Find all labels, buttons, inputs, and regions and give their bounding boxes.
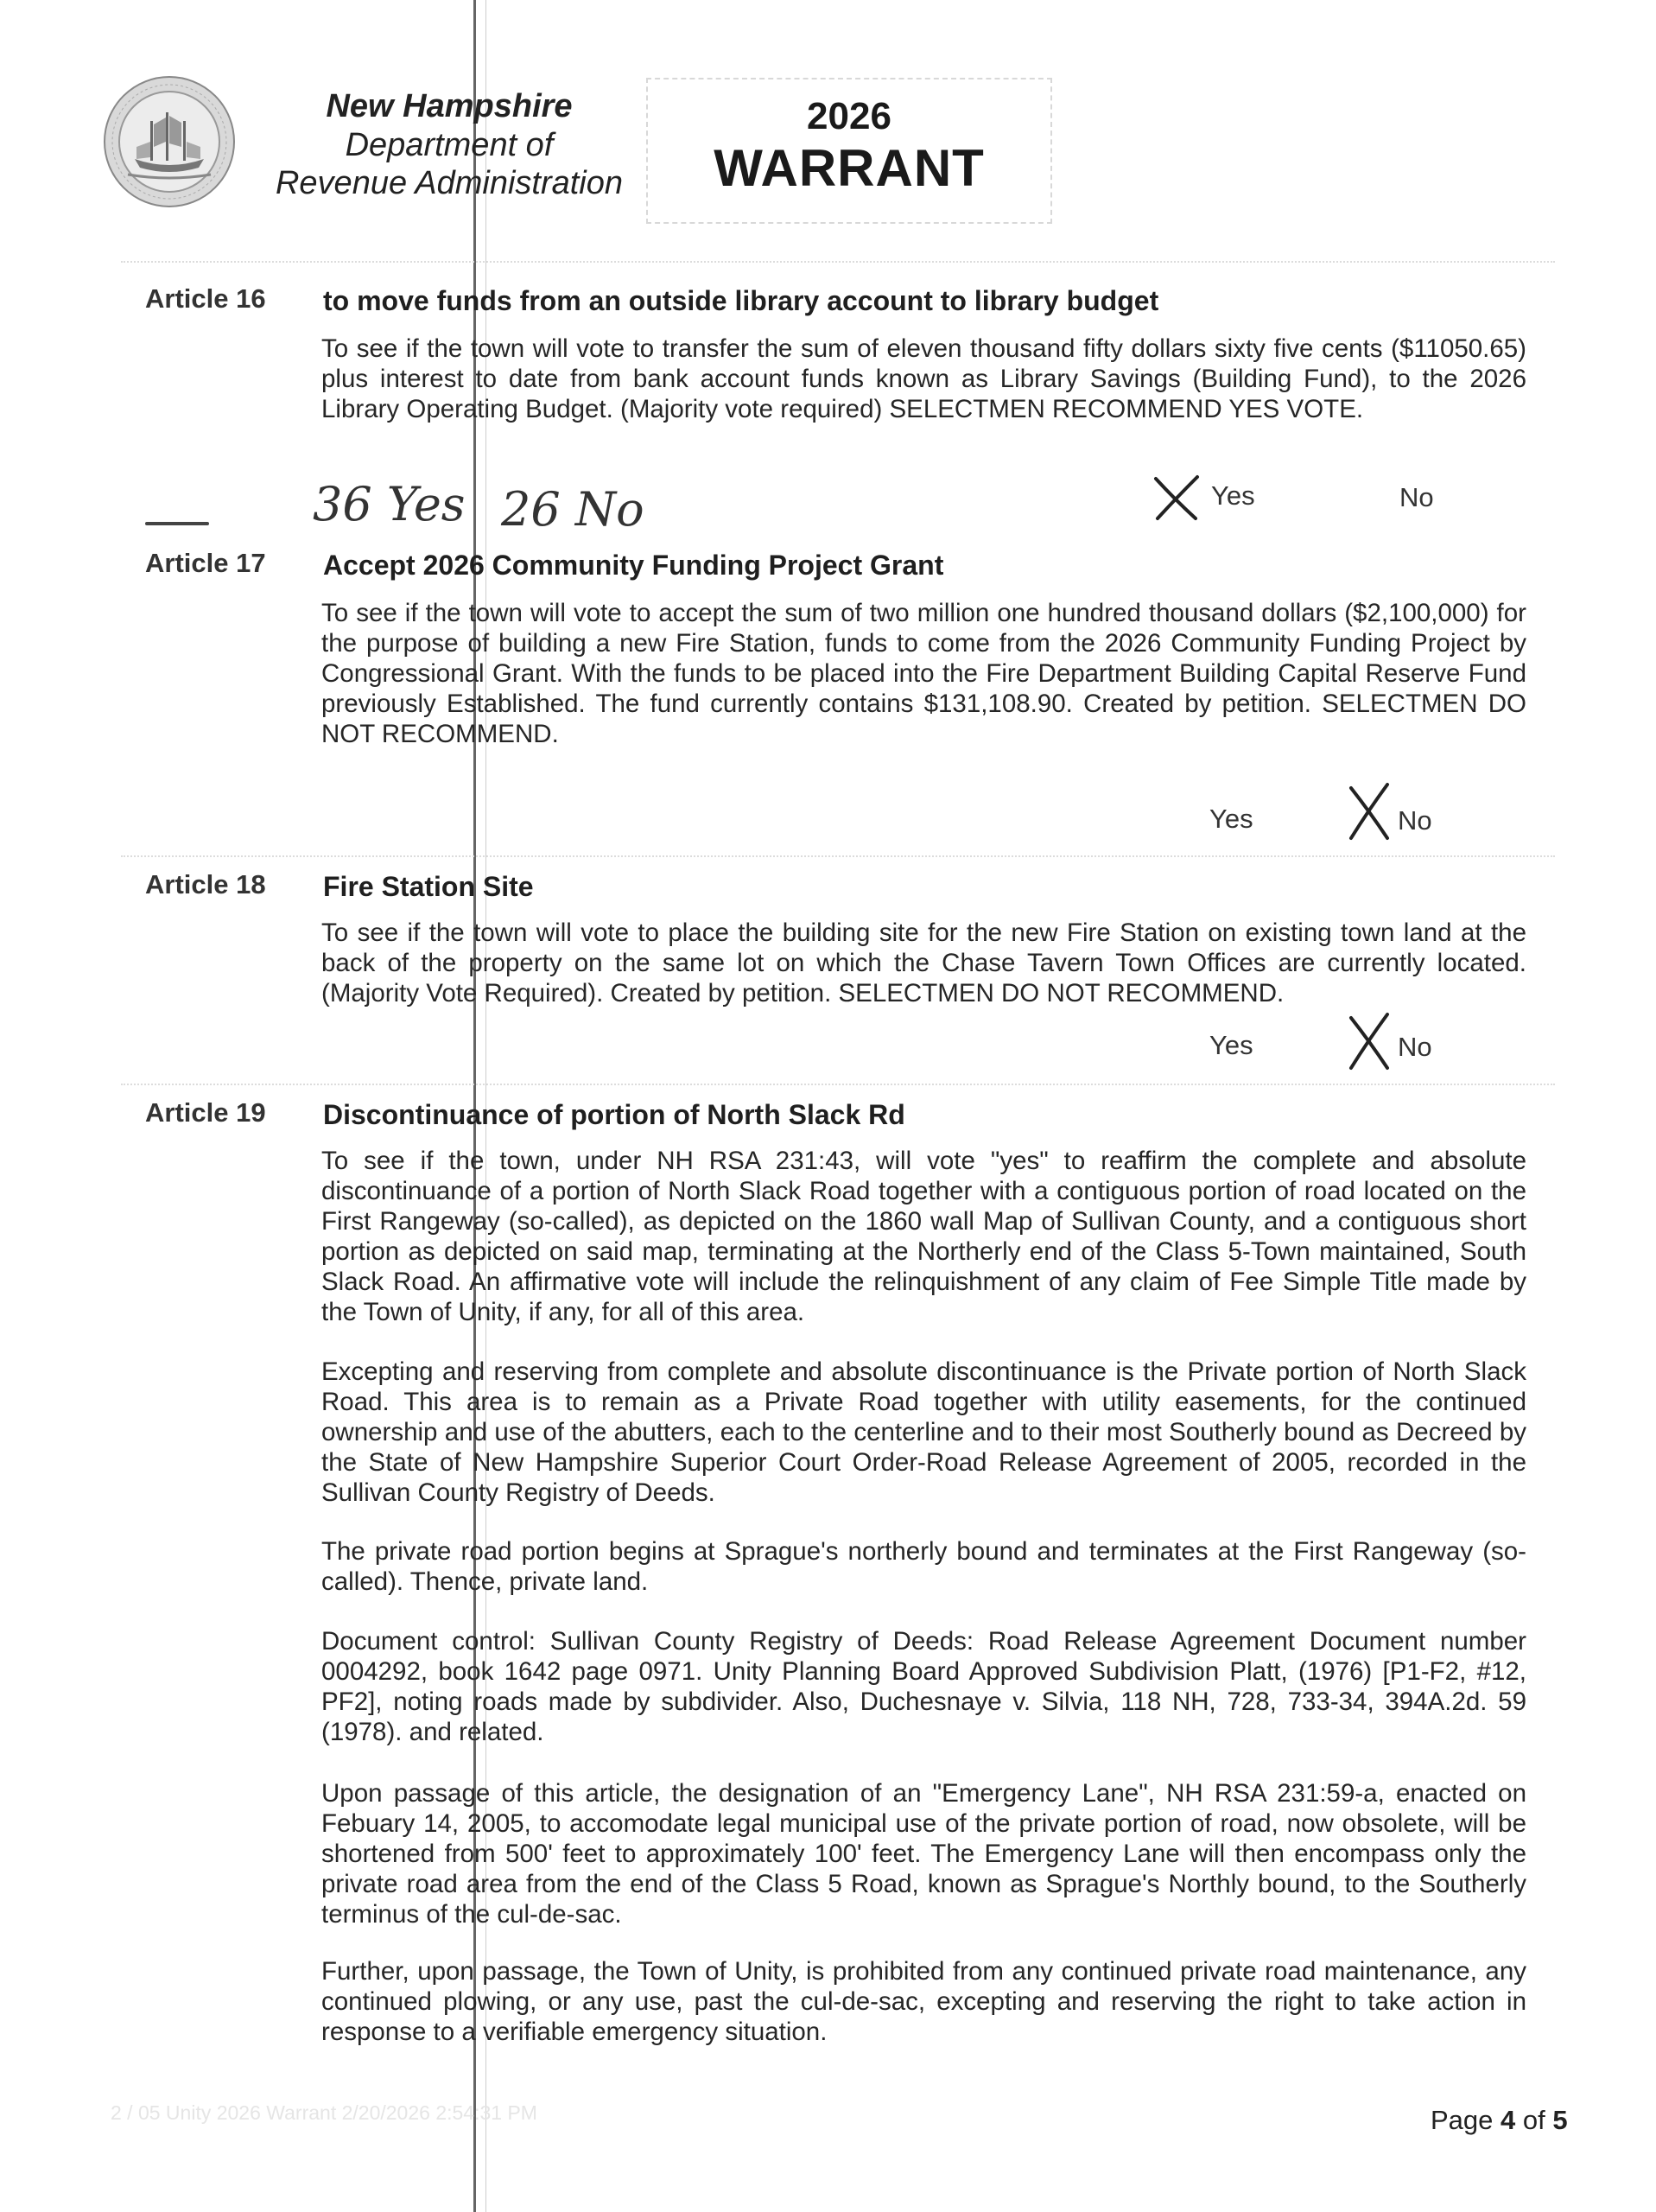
page-number: [1431, 2105, 1568, 2136]
article-19-paragraph-5: Upon passage of this article, the designation of an "Emergency Lane", NH RSA 231:59-a, enacted on Febuary 14, 2005, to accomodate legal municipal use of the private portion of road, now obsolete, will be shortened from 500' feet to approximately 100' feet. The Emergency Lane will then encompass only the private road area from the end of the Class 5 Road, known as Sprague's Northly bound, to the Southerly terminus of the cul-de-sac.: [321, 1779, 1526, 1929]
article-16-no-option[interactable]: No: [1399, 482, 1434, 512]
article-17-no-option[interactable]: No: [1398, 805, 1432, 836]
article-16-yes-option[interactable]: Yes: [1211, 480, 1255, 511]
article-19-paragraph-6: Further, upon passage, the Town of Unity, is prohibited from any continued private road maintenance, any continued plowing, or any use, past the cul-de-sac, excepting and reserving the right to take action in response to a verifiable emergency situation.: [321, 1957, 1526, 2046]
article-17-text: To see if the town will vote to accept the sum of two million one hundred thousand dollars ($2,100,000) for the purpose of building a new Fire Station, funds to come from the 2026 Community Funding Project by Congressional Grant. With the funds to be placed into the Fire Department Building Capital Reserve Fund previously Established. The fund currently contains $131,108.90. Created by petition. SELECTMEN DO NOT RECOMMEND.: [321, 599, 1526, 748]
page-word: Page: [1431, 2105, 1494, 2135]
warrant-title-box: [646, 78, 1052, 224]
page-current: 4: [1501, 2105, 1516, 2135]
article-18-no-x-mark-icon: [1344, 1011, 1396, 1073]
article-19-paragraph-1: To see if the town, under NH RSA 231:43, will vote "yes" to reaffirm the complete and absolute discontinuance of a portion of North Slack Road together with a contiguous portion of road located on the First Rangeway (so-called), as depicted on the 1860 wall Map of Sullivan County, and a contiguous short portion as depicted on said map, terminating at the Northerly end of the Class 5-Town maintained, South Slack Road. An affirmative vote will include the relinquishment of any claim of Fee Simple Title made by the Town of Unity, if any, for all of this area.: [321, 1147, 1526, 1326]
agency-line-1: New Hampshire: [326, 88, 573, 124]
article-16-title: to move funds from an outside library account to library budget: [323, 285, 1159, 316]
divider: [121, 261, 1555, 263]
article-18-title: Fire Station Site: [323, 871, 534, 902]
handwritten-no-count: 26 No: [501, 482, 644, 537]
handwritten-dash: [145, 522, 209, 525]
article-17-label: Article 17: [145, 548, 266, 578]
state-seal-icon: [102, 74, 237, 209]
page-of: of: [1522, 2105, 1545, 2135]
warrant-year: 2026: [807, 95, 891, 137]
article-17-yes-option[interactable]: Yes: [1209, 804, 1253, 834]
agency-name: [259, 86, 639, 202]
article-19-title: Discontinuance of portion of North Slack Rd: [323, 1099, 905, 1130]
article-19-paragraph-4: Document control: Sullivan County Registry of Deeds: Road Release Agreement Document number 0004292, book 1642 page 0971. Unity Planning Board Approved Subdivision Platt, (1976) [P1-F2, #12, PF2], noting roads made by subdivider. Also, Duchesnaye v. Silvia, 118 NH, 728, 733-34, 394A.2d. 59 (1978). and related.: [321, 1627, 1526, 1746]
article-16-label: Article 16: [145, 283, 266, 314]
handwritten-yes-count: 36 Yes: [313, 477, 466, 531]
warrant-label: WARRANT: [714, 139, 985, 197]
article-17-no-x-mark-icon: [1344, 781, 1396, 843]
article-16-yes-x-mark-icon: [1151, 474, 1202, 522]
article-17-title: Accept 2026 Community Funding Project Grant: [323, 550, 944, 581]
article-19-paragraph-3: The private road portion begins at Sprague's northerly bound and terminates at the First Rangeway (so-called). Thence, private land.: [321, 1537, 1526, 1596]
divider: [121, 1084, 1555, 1085]
footer-file-stamp: 2 / 05 Unity 2026 Warrant 2/20/2026 2:54:31 PM: [111, 2101, 537, 2124]
article-18-label: Article 18: [145, 869, 266, 899]
agency-line-3: Revenue Administration: [275, 165, 624, 201]
article-18-no-option[interactable]: No: [1398, 1032, 1432, 1062]
page-total: 5: [1552, 2105, 1568, 2135]
agency-line-2: Department of: [345, 127, 554, 163]
divider: [121, 855, 1555, 857]
article-18-text: To see if the town will vote to place the building site for the new Fire Station on existing town land at the back of the property on the same lot on which the Chase Tavern Town Offices are currently located. (Majority Vote Required). Created by petition. SELECTMEN DO NOT RECOMMEND.: [321, 918, 1526, 1007]
article-18-yes-option[interactable]: Yes: [1209, 1030, 1253, 1060]
article-16-text: To see if the town will vote to transfer the sum of eleven thousand fifty dollars sixty five cents ($11050.65) plus interest to date from bank account funds known as Library Savings (Building Fund), to the 2026 Library Operating Budget. (Majority vote required) SELECTMEN RECOMMEND YES VOTE.: [321, 334, 1526, 423]
article-19-label: Article 19: [145, 1097, 266, 1128]
article-19-paragraph-2: Excepting and reserving from complete and absolute discontinuance is the Private portion of North Slack Road. This area is to remain as a Private Road together with utility easements, for the continued ownership and use of the abutters, each to the centerline and to their most Southerly bound as Decreed by the State of New Hampshire Superior Court Order-Road Release Agreement of 2005, recorded in the Sullivan County Registry of Deeds.: [321, 1357, 1526, 1507]
